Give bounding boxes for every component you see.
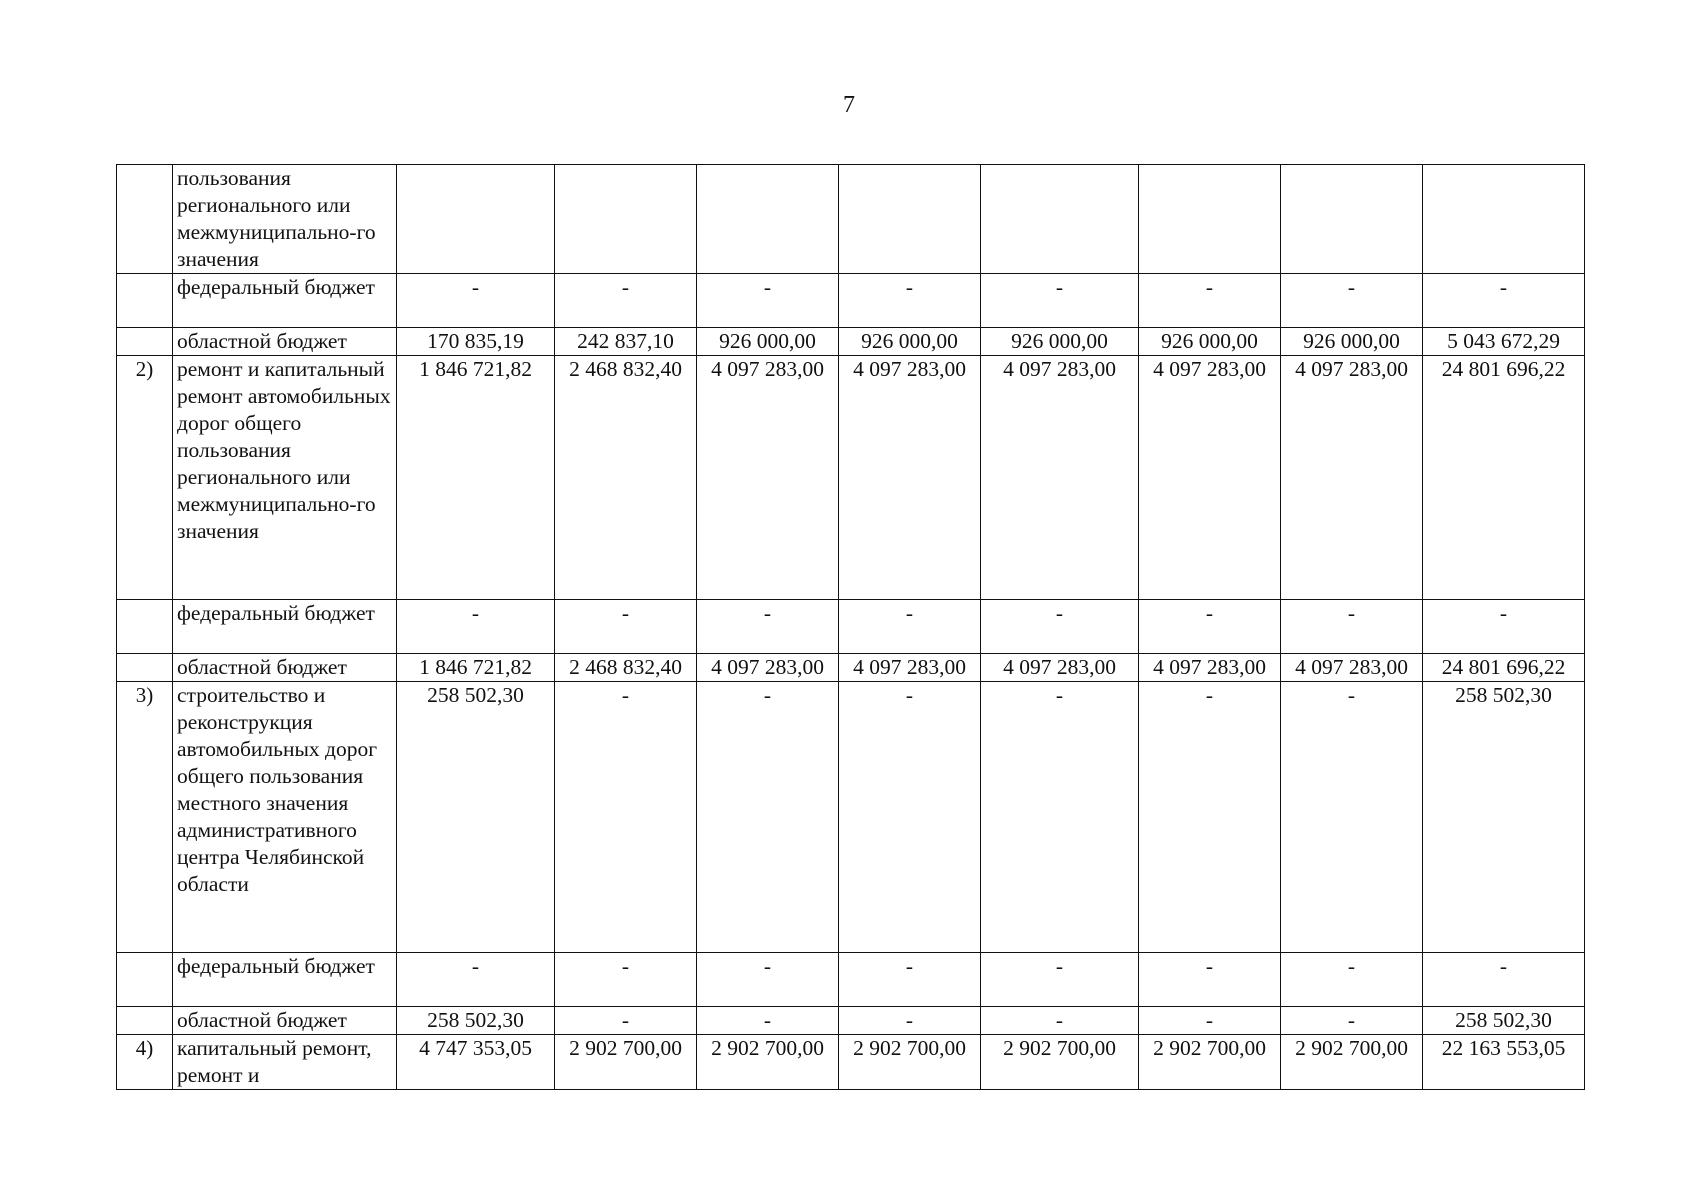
value-cell: -: [1139, 600, 1281, 654]
table-row: [117, 682, 1585, 953]
value-cell: -: [555, 682, 697, 953]
value-cell: 926 000,00: [839, 328, 981, 356]
value-cell: -: [1139, 953, 1281, 1007]
table-row: [117, 1035, 1585, 1090]
row-name: капитальный ремонт, ремонт и: [173, 1035, 397, 1090]
value-cell: 926 000,00: [981, 328, 1139, 356]
value-cell: [1139, 165, 1281, 274]
total-cell: 24 801 696,22: [1423, 356, 1585, 600]
value-cell: 4 097 283,00: [839, 356, 981, 600]
value-cell: 1 846 721,82: [397, 356, 555, 600]
row-number: 3): [117, 682, 173, 953]
budget-table: [116, 164, 1585, 1090]
value-cell: -: [839, 682, 981, 953]
value-cell: -: [1139, 682, 1281, 953]
value-cell: -: [397, 953, 555, 1007]
row-name: федеральный бюджет: [173, 953, 397, 1007]
row-number: [117, 654, 173, 682]
row-name: областной бюджет: [173, 328, 397, 356]
value-cell: -: [1281, 953, 1423, 1007]
value-cell: 926 000,00: [1281, 328, 1423, 356]
value-cell: -: [981, 600, 1139, 654]
total-cell: -: [1423, 953, 1585, 1007]
value-cell: 2 468 832,40: [555, 654, 697, 682]
row-name: пользования регионального или межмуниципально-го значения: [173, 165, 397, 274]
row-number: [117, 1007, 173, 1035]
row-name: федеральный бюджет: [173, 600, 397, 654]
value-cell: 4 097 283,00: [1139, 356, 1281, 600]
value-cell: 4 097 283,00: [697, 356, 839, 600]
value-cell: 4 097 283,00: [697, 654, 839, 682]
value-cell: -: [839, 953, 981, 1007]
table-row: [117, 654, 1585, 682]
row-name: областной бюджет: [173, 1007, 397, 1035]
value-cell: -: [555, 953, 697, 1007]
value-cell: 170 835,19: [397, 328, 555, 356]
row-name: строительство и реконструкция автомобильных дорог общего пользования местного значения административного центра Челябинской области: [173, 682, 397, 953]
total-cell: 5 043 672,29: [1423, 328, 1585, 356]
value-cell: 4 097 283,00: [1281, 356, 1423, 600]
row-number: [117, 274, 173, 328]
value-cell: -: [839, 1007, 981, 1035]
value-cell: 926 000,00: [697, 328, 839, 356]
value-cell: 4 747 353,05: [397, 1035, 555, 1090]
value-cell: -: [981, 953, 1139, 1007]
total-cell: 22 163 553,05: [1423, 1035, 1585, 1090]
value-cell: [397, 165, 555, 274]
value-cell: 2 902 700,00: [839, 1035, 981, 1090]
table-row: [117, 953, 1585, 1007]
value-cell: 242 837,10: [555, 328, 697, 356]
value-cell: -: [1281, 274, 1423, 328]
value-cell: -: [697, 600, 839, 654]
value-cell: -: [839, 600, 981, 654]
value-cell: 258 502,30: [397, 682, 555, 953]
value-cell: -: [981, 682, 1139, 953]
table-row: [117, 165, 1585, 274]
value-cell: 4 097 283,00: [981, 356, 1139, 600]
value-cell: 2 902 700,00: [1281, 1035, 1423, 1090]
value-cell: -: [555, 1007, 697, 1035]
value-cell: -: [555, 600, 697, 654]
value-cell: -: [697, 953, 839, 1007]
row-name: федеральный бюджет: [173, 274, 397, 328]
total-cell: [1423, 165, 1585, 274]
value-cell: 4 097 283,00: [1281, 654, 1423, 682]
total-cell: -: [1423, 600, 1585, 654]
total-cell: 24 801 696,22: [1423, 654, 1585, 682]
value-cell: [1281, 165, 1423, 274]
row-name: областной бюджет: [173, 654, 397, 682]
value-cell: 2 902 700,00: [981, 1035, 1139, 1090]
value-cell: [697, 165, 839, 274]
value-cell: 4 097 283,00: [1139, 654, 1281, 682]
value-cell: [981, 165, 1139, 274]
value-cell: -: [555, 274, 697, 328]
row-number: 4): [117, 1035, 173, 1090]
table-row: [117, 274, 1585, 328]
table-row: [117, 600, 1585, 654]
value-cell: -: [1139, 274, 1281, 328]
value-cell: [555, 165, 697, 274]
value-cell: -: [1139, 1007, 1281, 1035]
value-cell: 2 902 700,00: [1139, 1035, 1281, 1090]
value-cell: [839, 165, 981, 274]
row-number: [117, 165, 173, 274]
value-cell: 2 468 832,40: [555, 356, 697, 600]
total-cell: -: [1423, 274, 1585, 328]
page-number: 7: [843, 92, 855, 118]
table-row: [117, 1007, 1585, 1035]
value-cell: -: [1281, 1007, 1423, 1035]
table-row: [117, 328, 1585, 356]
value-cell: 4 097 283,00: [839, 654, 981, 682]
row-name: ремонт и капитальный ремонт автомобильных дорог общего пользования регионального или межмуниципально-го значения: [173, 356, 397, 600]
total-cell: 258 502,30: [1423, 1007, 1585, 1035]
value-cell: -: [981, 1007, 1139, 1035]
value-cell: -: [397, 600, 555, 654]
row-number: [117, 328, 173, 356]
value-cell: -: [697, 1007, 839, 1035]
value-cell: 2 902 700,00: [555, 1035, 697, 1090]
table-row: [117, 356, 1585, 600]
total-cell: 258 502,30: [1423, 682, 1585, 953]
value-cell: -: [839, 274, 981, 328]
value-cell: -: [981, 274, 1139, 328]
value-cell: -: [697, 274, 839, 328]
row-number: 2): [117, 356, 173, 600]
value-cell: 4 097 283,00: [981, 654, 1139, 682]
value-cell: 1 846 721,82: [397, 654, 555, 682]
row-number: [117, 600, 173, 654]
value-cell: 2 902 700,00: [697, 1035, 839, 1090]
value-cell: -: [397, 274, 555, 328]
value-cell: -: [697, 682, 839, 953]
value-cell: -: [1281, 600, 1423, 654]
value-cell: 926 000,00: [1139, 328, 1281, 356]
value-cell: 258 502,30: [397, 1007, 555, 1035]
value-cell: -: [1281, 682, 1423, 953]
row-number: [117, 953, 173, 1007]
